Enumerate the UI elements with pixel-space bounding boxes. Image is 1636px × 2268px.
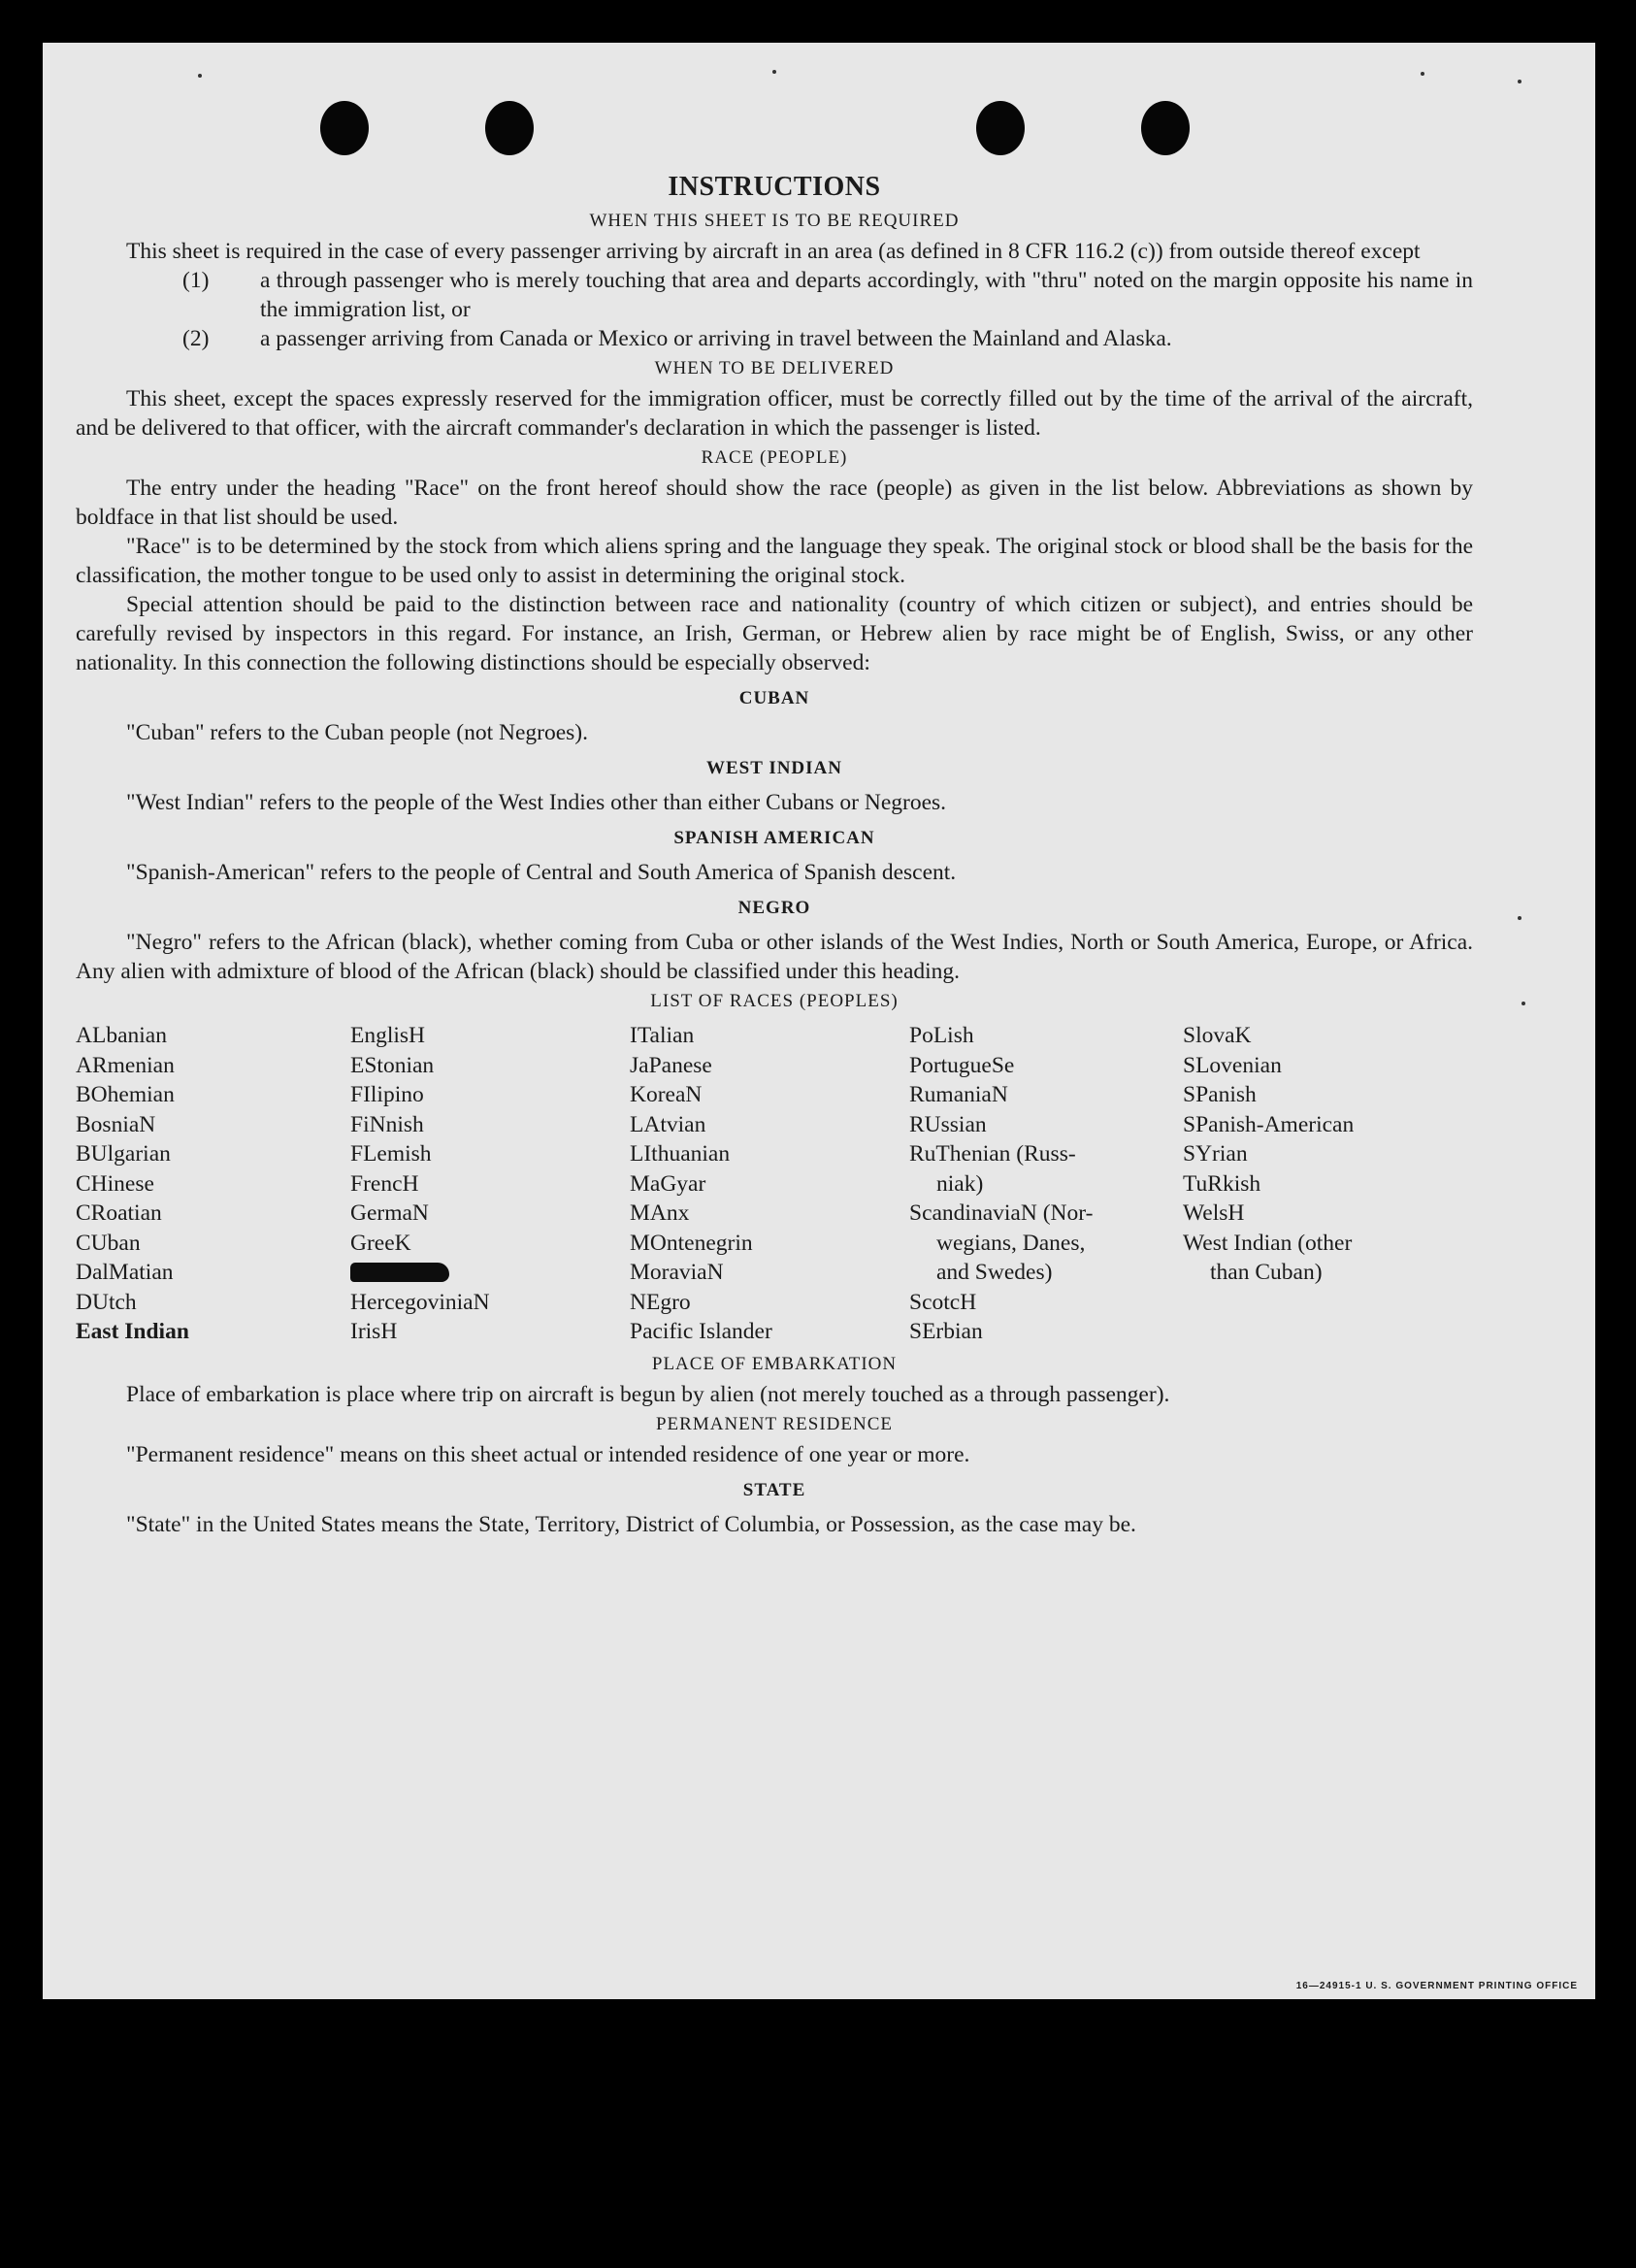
race-item: RuThenian (Russ- <box>909 1141 1076 1167</box>
race-item: RumaniaN <box>909 1082 1008 1107</box>
section-heading: WHEN THIS SHEET IS TO BE REQUIRED <box>589 211 960 231</box>
race-item: CHinese <box>76 1170 154 1197</box>
race-column <box>630 1021 909 1347</box>
race-item: SErbian <box>909 1319 983 1344</box>
section-heading: WEST INDIAN <box>706 758 842 778</box>
race-item: FiNnish <box>350 1111 424 1137</box>
list-text: a through passenger who is merely touching that area and departs accordingly, with "thru" noted on the margin opposite his name in the immigration list, or <box>260 268 1473 322</box>
race-item: FLemish <box>350 1141 432 1167</box>
race-item: SPanish <box>1183 1082 1257 1107</box>
race-item: GreeK <box>350 1230 411 1256</box>
speck <box>1518 80 1521 83</box>
paragraph: Place of embarkation is place where trip on aircraft is begun by alien (not merely touched as a through passenger). <box>126 1381 1170 1407</box>
race-item: wegians, Danes, <box>936 1230 1086 1256</box>
race-item: PortugueSe <box>909 1052 1015 1078</box>
section-heading: WHEN TO BE DELIVERED <box>654 358 895 378</box>
race-item: LIthuanian <box>630 1141 731 1167</box>
race-item: CUban <box>76 1230 141 1256</box>
section-heading: LIST OF RACES (PEOPLES) <box>650 991 899 1011</box>
race-item: CRoatian <box>76 1200 162 1226</box>
paragraph: Special attention should be paid to the distinction between race and nationality (country of which citizen or subject), and entries should be carefully revised by inspectors in this regard. For instance, an Irish, German, or Hebrew alien by race might be of English, Swiss, or any other nationality. In this connection the following distinctions should be especially observed: <box>76 592 1473 675</box>
race-item: and Swedes) <box>936 1260 1053 1285</box>
redaction-mark <box>350 1263 449 1282</box>
race-item: JaPanese <box>630 1052 712 1078</box>
page-title: INSTRUCTIONS <box>668 172 881 202</box>
race-item: WelsH <box>1183 1200 1245 1226</box>
paragraph: "Cuban" refers to the Cuban people (not Negroes). <box>126 720 588 745</box>
race-item: EnglisH <box>350 1023 426 1048</box>
speck <box>1421 72 1424 76</box>
race-item: NEgro <box>630 1289 691 1315</box>
list-item <box>182 324 1473 353</box>
redacted-race-item <box>350 1258 630 1288</box>
race-item: SLovenian <box>1183 1052 1282 1078</box>
race-item: PoLish <box>909 1023 974 1048</box>
section-heading: PLACE OF EMBARKATION <box>651 1353 898 1374</box>
speck <box>198 74 202 78</box>
race-column <box>909 1021 1183 1347</box>
section-heading: RACE (PEOPLE) <box>701 447 848 468</box>
paragraph: "Negro" refers to the African (black), whether coming from Cuba or other islands of the West Indies, North or South America, Europe, or Africa. Any alien with admixture of blood of the African (black) should be classified under this heading. <box>76 930 1473 984</box>
section-heading: SPANISH AMERICAN <box>673 828 875 848</box>
race-item: BUlgarian <box>76 1141 171 1167</box>
list-number: (2) <box>182 326 210 351</box>
race-item: than Cuban) <box>1210 1260 1323 1285</box>
race-column <box>1183 1021 1473 1347</box>
race-item: IrisH <box>350 1319 398 1344</box>
document-sheet <box>43 43 1595 1999</box>
race-list <box>76 1021 1473 1347</box>
list-number: (1) <box>182 268 210 293</box>
race-item: FrencH <box>350 1170 419 1197</box>
race-column <box>76 1021 350 1347</box>
race-item: SYrian <box>1183 1141 1248 1167</box>
race-item: GermaN <box>350 1200 429 1226</box>
instructions-content <box>76 171 1473 1539</box>
race-item: SPanish-American <box>1183 1111 1355 1137</box>
list-item <box>182 266 1473 324</box>
race-item: BOhemian <box>76 1082 175 1107</box>
punch-hole <box>976 101 1025 155</box>
section-heading: CUBAN <box>738 688 810 708</box>
paragraph: "Race" is to be determined by the stock from which aliens spring and the language they speak. The original stock or blood shall be the basis for the classification, the mother tongue to be used only to assist in determining the original stock. <box>76 534 1473 588</box>
speck <box>1518 916 1521 920</box>
race-item: niak) <box>936 1170 984 1197</box>
punch-hole <box>320 101 369 155</box>
race-item: BosniaN <box>76 1111 156 1137</box>
race-item: HercegoviniaN <box>350 1289 490 1315</box>
punch-hole <box>485 101 534 155</box>
paragraph: This sheet, except the spaces expressly reserved for the immigration officer, must be correctly filled out by the time of the arrival of the aircraft, and be delivered to that officer, with the aircraft commander's declaration in which the passenger is listed. <box>76 386 1473 441</box>
race-item: ARmenian <box>76 1052 175 1078</box>
list-text: a passenger arriving from Canada or Mexico or arriving in travel between the Mainland and Alaska. <box>260 326 1172 351</box>
race-item: East Indian <box>76 1319 189 1344</box>
race-item: Pacific Islander <box>630 1319 772 1344</box>
race-item: West Indian (other <box>1183 1230 1353 1256</box>
race-item: KoreaN <box>630 1082 703 1107</box>
race-item: ScandinaviaN (Nor- <box>909 1200 1094 1226</box>
printer-imprint: 16—24915-1 U. S. GOVERNMENT PRINTING OFFICE <box>1295 1981 1578 1991</box>
paragraph: "Permanent residence" means on this sheet actual or intended residence of one year or more. <box>126 1441 970 1467</box>
race-item: FIlipino <box>350 1082 424 1107</box>
paragraph: "Spanish-American" refers to the people of Central and South America of Spanish descent. <box>126 860 957 885</box>
section-heading: STATE <box>742 1479 806 1500</box>
race-item: ITalian <box>630 1023 695 1048</box>
paragraph: "West Indian" refers to the people of the West Indies other than either Cubans or Negroes. <box>126 790 947 815</box>
section-heading: NEGRO <box>737 898 811 918</box>
race-item: DalMatian <box>76 1260 174 1285</box>
race-item: RUssian <box>909 1111 987 1137</box>
race-item: DUtch <box>76 1289 137 1315</box>
paragraph: The entry under the heading "Race" on the front hereof should show the race (people) as given in the list below. Abbreviations as shown by boldface in that list should be used. <box>76 476 1473 530</box>
speck <box>772 70 776 74</box>
race-item: EStonian <box>350 1052 435 1078</box>
race-item: TuRkish <box>1183 1170 1261 1197</box>
race-item: MoraviaN <box>630 1260 724 1285</box>
race-item: MOntenegrin <box>630 1230 753 1256</box>
race-item: SlovaK <box>1183 1023 1252 1048</box>
race-item: MAnx <box>630 1200 690 1226</box>
punch-hole <box>1141 101 1190 155</box>
section-heading: PERMANENT RESIDENCE <box>655 1413 894 1434</box>
race-column <box>350 1021 630 1347</box>
paragraph: "State" in the United States means the State, Territory, District of Columbia, or Possession, as the case may be. <box>126 1511 1136 1537</box>
paragraph: This sheet is required in the case of every passenger arriving by aircraft in an area (as defined in 8 CFR 116.2 (c)) from outside thereof except <box>126 239 1421 264</box>
race-item: ScotcH <box>909 1289 977 1315</box>
race-item: MaGyar <box>630 1170 706 1197</box>
race-item: ALbanian <box>76 1023 167 1048</box>
speck <box>1521 1002 1525 1005</box>
race-item: LAtvian <box>630 1111 706 1137</box>
